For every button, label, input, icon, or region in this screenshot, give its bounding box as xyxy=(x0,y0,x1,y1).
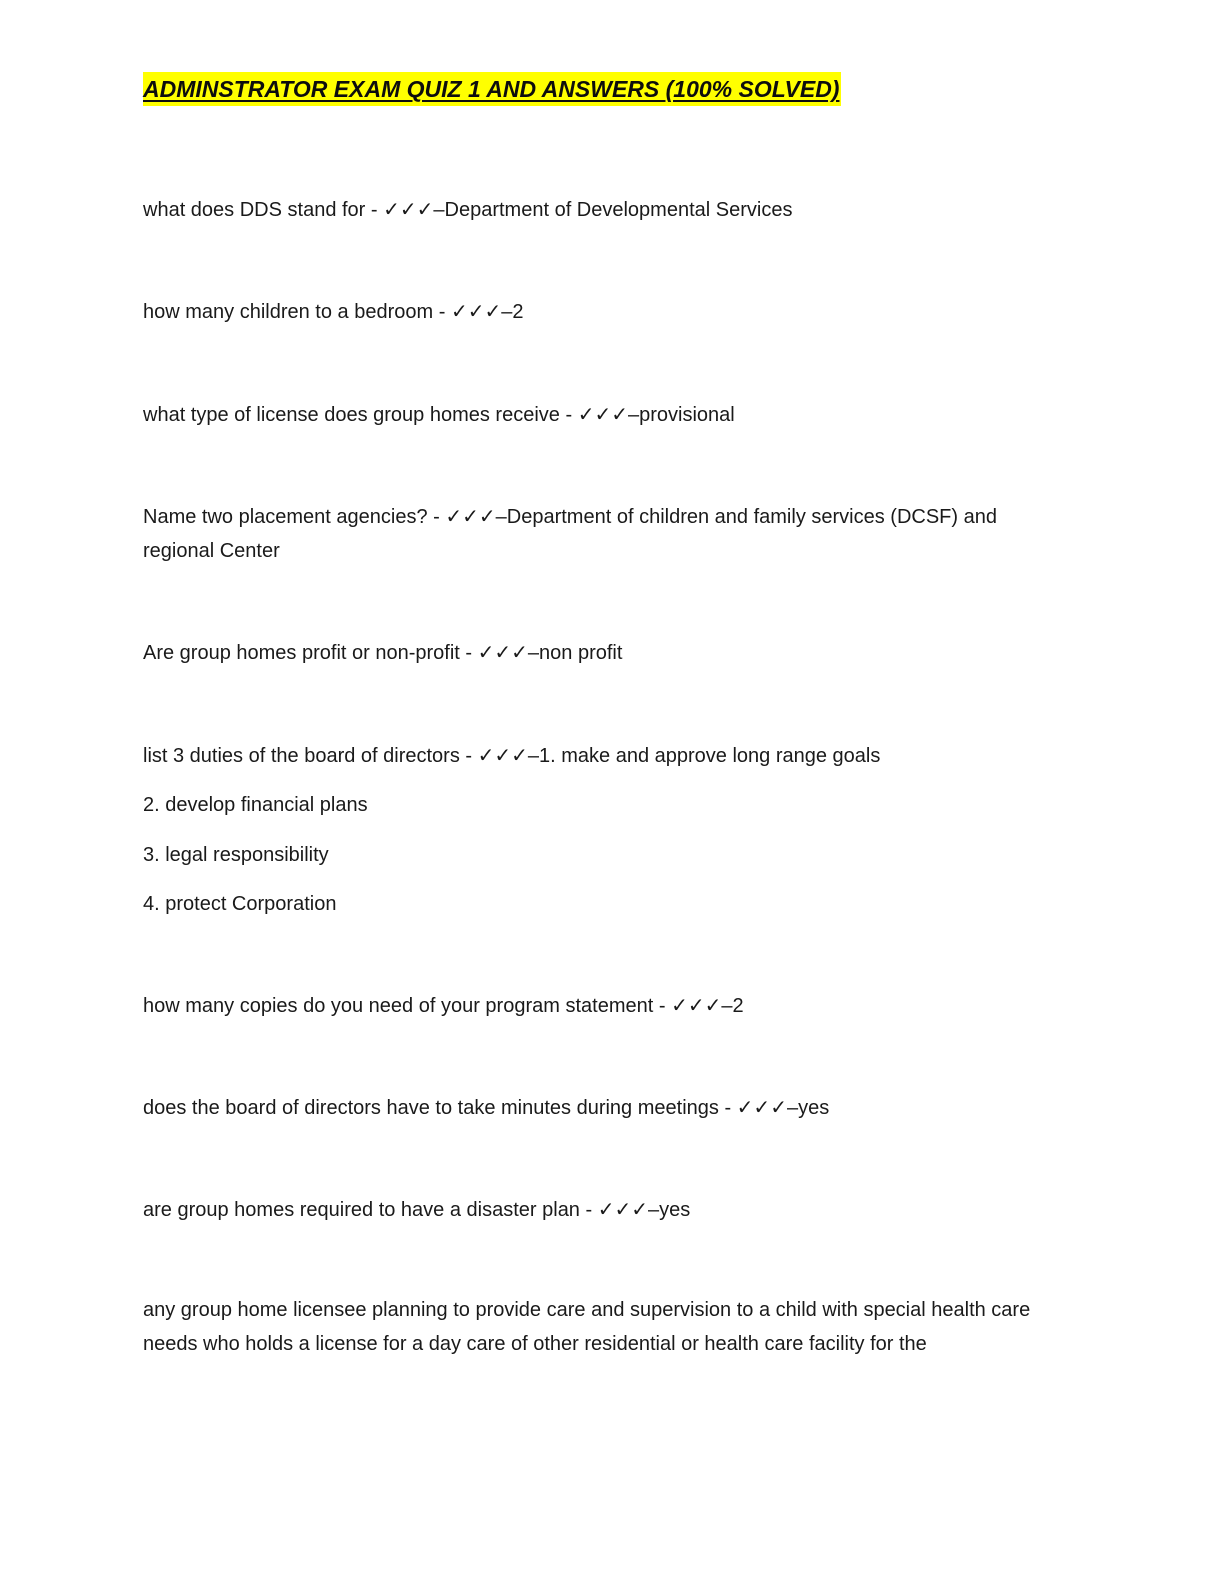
answer-text: yes xyxy=(798,1097,830,1119)
answer-text: 2 xyxy=(512,301,524,323)
question-text: list 3 duties of the board of directors - xyxy=(143,745,478,767)
qa-item-disaster-plan xyxy=(143,1193,1073,1227)
checkmark-icon: ✓✓✓– xyxy=(577,404,640,426)
question-text: how many copies do you need of your program statement - xyxy=(143,995,672,1017)
checkmark-icon: ✓✓✓– xyxy=(477,642,540,664)
checkmark-icon: ✓✓✓– xyxy=(383,199,445,221)
list-item: 2. develop financial plans xyxy=(143,794,368,816)
question-special-health-care: any group home licensee planning to provide care and supervision to a child with special health care needs who holds a license for a day care of other residential or health care facility for the xyxy=(143,1299,1031,1355)
answer-text: Department of Developmental Services xyxy=(444,199,793,221)
checkmark-icon: ✓✓✓– xyxy=(445,506,507,528)
checkmark-icon: ✓✓✓– xyxy=(477,745,540,767)
checkmark-icon: ✓✓✓– xyxy=(671,995,733,1017)
checkmark-icon: ✓✓✓– xyxy=(597,1199,660,1221)
qa-item-license xyxy=(143,398,1073,432)
document-title: ADMINSTRATOR EXAM QUIZ 1 AND ANSWERS (100% SOLVED) xyxy=(143,72,841,106)
question-text: Name two placement agencies? - xyxy=(143,506,446,528)
qa-item-bedroom xyxy=(143,295,1073,329)
qa-item-dds xyxy=(143,193,1073,227)
answer-text: non profit xyxy=(539,642,623,664)
answer-text: 2 xyxy=(732,995,744,1017)
checkmark-icon: ✓✓✓– xyxy=(736,1097,799,1119)
answer-text: provisional xyxy=(639,404,735,426)
answer-text: Department of children and family services (DCSF) and regional Center xyxy=(143,506,997,562)
qa-item-program-statement xyxy=(143,989,1073,1023)
question-text: Are group homes profit or non-profit - xyxy=(143,642,478,664)
checkmark-icon: ✓✓✓– xyxy=(450,301,513,323)
answer-text: yes xyxy=(659,1199,691,1221)
qa-item-board-duties xyxy=(143,739,1073,773)
qa-item-placement-agencies xyxy=(143,500,1073,568)
question-text: what type of license does group homes receive - xyxy=(143,404,578,426)
question-text: how many children to a bedroom - xyxy=(143,301,451,323)
question-text: what does DDS stand for - xyxy=(143,199,384,221)
qa-item-minutes xyxy=(143,1091,1073,1125)
question-text: are group homes required to have a disaster plan - xyxy=(143,1199,598,1221)
answer-text: 1. make and approve long range goals xyxy=(539,745,881,767)
list-item: 4. protect Corporation xyxy=(143,893,337,915)
list-item: 3. legal responsibility xyxy=(143,844,329,866)
question-text: does the board of directors have to take minutes during meetings - xyxy=(143,1097,737,1119)
qa-item-profit xyxy=(143,636,1073,670)
